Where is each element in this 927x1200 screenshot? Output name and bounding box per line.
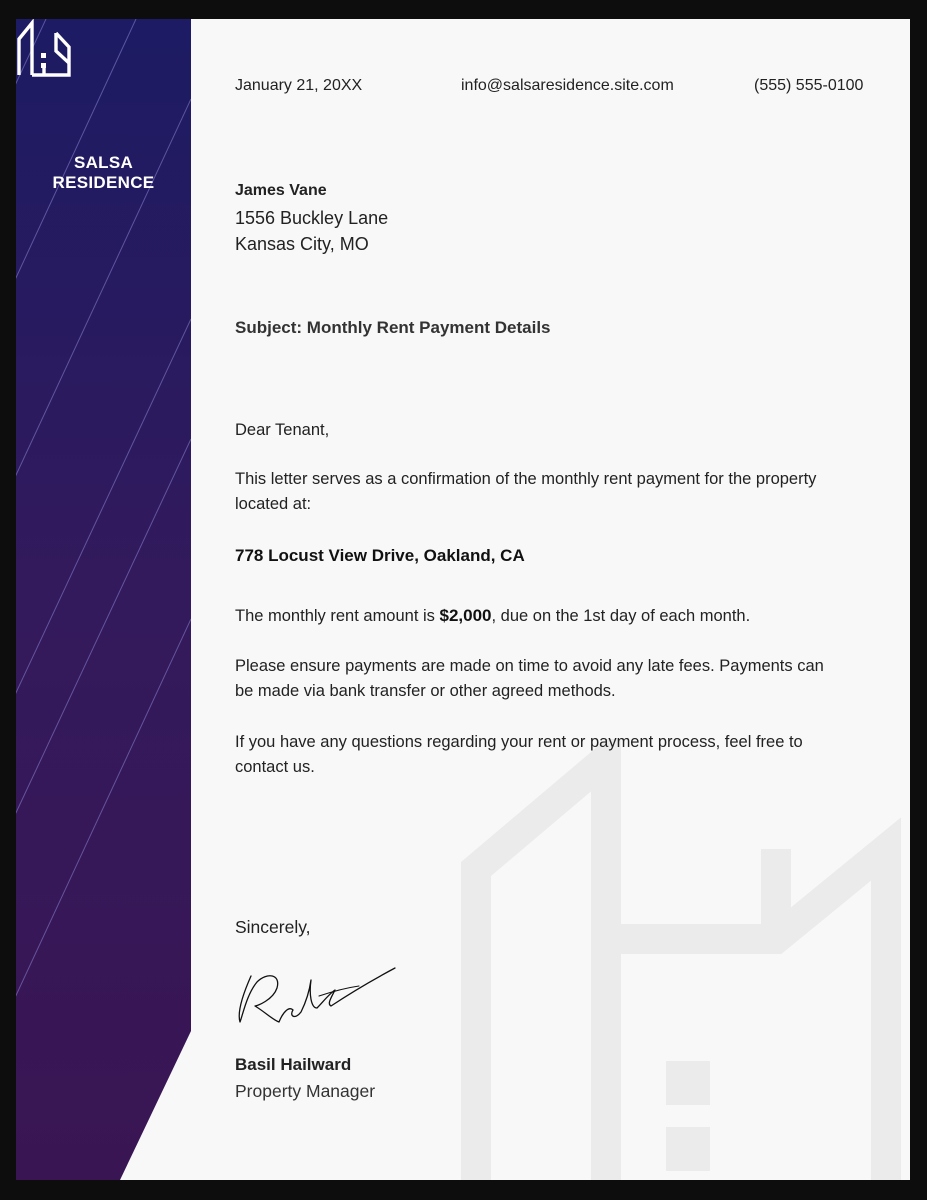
signature-image — [235, 964, 400, 1036]
brand-name — [16, 153, 191, 193]
signer-name: Basil Hailward — [235, 1055, 352, 1074]
rent-suffix: , due on the 1st day of each month. — [491, 607, 751, 625]
recipient-name: James Vane — [235, 182, 327, 199]
greeting: Dear Tenant, — [235, 421, 330, 439]
rent-paragraph — [235, 603, 845, 629]
letter-page — [16, 19, 910, 1180]
property-address: 778 Locust View Drive, Oakland, CA — [235, 546, 525, 565]
sidebar-background — [16, 19, 191, 1180]
contact-email[interactable]: info@salsaresidence.site.com — [461, 77, 674, 94]
recipient-block — [235, 181, 388, 257]
payment-paragraph: Please ensure payments are made on time to avoid any late fees. Payments can be made via bank transfer or other agreed methods. — [235, 657, 824, 700]
rent-amount: $2,000 — [439, 606, 492, 625]
brand-sidebar — [16, 19, 191, 1180]
recipient-street: 1556 Buckley Lane — [235, 208, 389, 228]
recipient-city: Kansas City, MO — [235, 234, 369, 254]
intro-paragraph: This letter serves as a confirmation of the monthly rent payment for the property located at: — [235, 470, 817, 513]
letter-date: January 21, 20XX — [235, 77, 363, 94]
closing: Sincerely, — [235, 917, 311, 937]
rent-prefix: The monthly rent amount is — [235, 607, 440, 625]
building-logo-icon — [16, 19, 72, 77]
contact-paragraph: If you have any questions regarding your rent or payment process, feel free to contact us. — [235, 733, 803, 776]
contact-phone[interactable]: (555) 555-0100 — [754, 77, 864, 94]
letter-subject: Subject: Monthly Rent Payment Details — [235, 318, 551, 337]
brand-name-line2: RESIDENCE — [52, 173, 155, 192]
signer-title: Property Manager — [235, 1081, 376, 1101]
brand-name-line1: SALSA — [73, 153, 134, 172]
building-watermark-icon — [456, 739, 910, 1180]
